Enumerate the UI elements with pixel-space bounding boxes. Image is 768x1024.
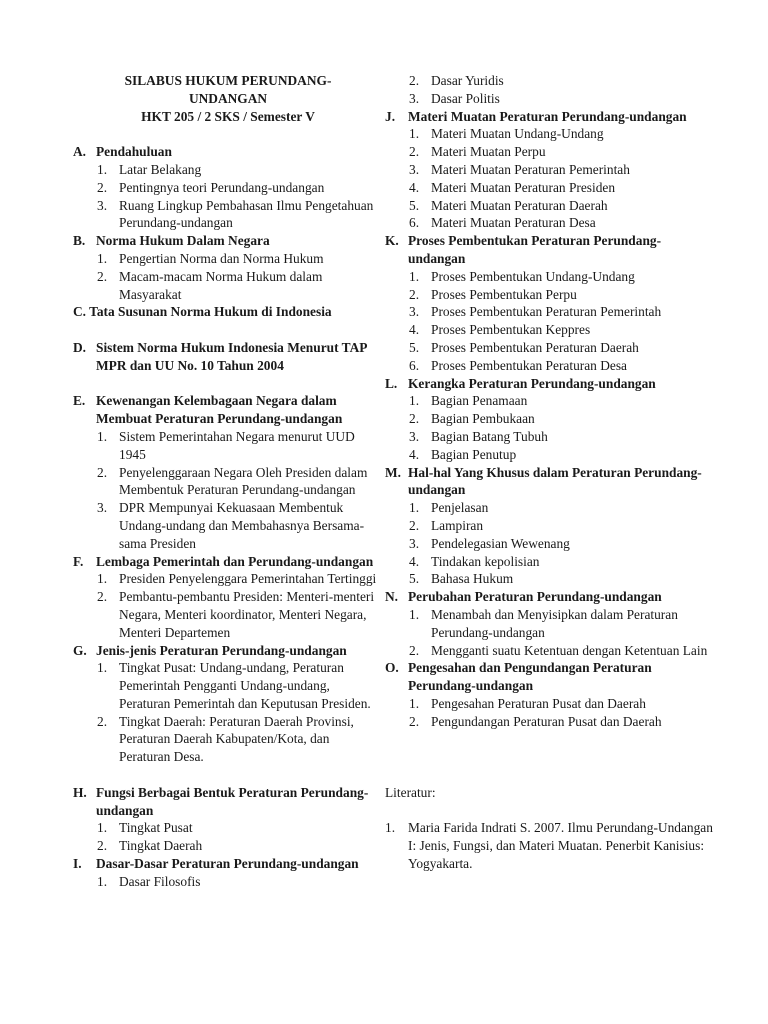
list-item: 6. Proses Pembentukan Peraturan Desa	[409, 357, 627, 373]
list-item: 6. Materi Muatan Peraturan Desa	[409, 215, 596, 231]
section-o-heading: O. Pengesahan dan Pengundangan Peraturan Perundang-undangan	[385, 660, 652, 694]
section-m-heading: M. Hal-hal Yang Khusus dalam Peraturan Perundang-undangan	[385, 464, 702, 498]
list-item: 3. Dasar Politis	[409, 90, 500, 106]
right-column	[385, 72, 715, 873]
title-line-2: UNDANGAN	[188, 90, 268, 106]
list-item: 3. Pendelegasian Wewenang	[409, 535, 570, 551]
section-l-heading: L. Kerangka Peraturan Perundang-undangan	[385, 375, 656, 391]
list-item: 5. Proses Pembentukan Peraturan Daerah	[409, 339, 639, 355]
list-item: 2. Macam-macam Norma Hukum dalam Masyarakat	[97, 268, 323, 302]
list-item: 3. Ruang Lingkup Pembahasan Ilmu Pengetahuan Perundang-undangan	[97, 197, 374, 231]
section-d-heading: D. Sistem Norma Hukum Indonesia Menurut TAP MPR dan UU No. 10 Tahun 2004	[73, 339, 367, 373]
section-h-heading: H. Fungsi Berbagai Bentuk Peraturan Perundang-undangan	[73, 784, 369, 818]
section-i-heading: I. Dasar-Dasar Peraturan Perundang-undangan	[73, 856, 359, 872]
section-e-heading: E. Kewenangan Kelembagaan Negara dalam Membuat Peraturan Perundang-undangan	[73, 393, 343, 427]
list-item: 2. Pembantu-pembantu Presiden: Menteri-menteri Negara, Menteri koordinator, Menteri Negara, Menteri Departemen	[97, 589, 375, 640]
list-item: 2. Materi Muatan Perpu	[409, 144, 546, 160]
list-item: 5. Bahasa Hukum	[409, 571, 514, 587]
section-k-heading: K. Proses Pembentukan Peraturan Perundang-undangan	[385, 233, 662, 266]
list-item: 4. Tindakan kepolisian	[409, 553, 540, 569]
list-item: 1. Proses Pembentukan Undang-Undang	[409, 268, 635, 284]
section-j-heading: J. Materi Muatan Peraturan Perundang-undangan	[385, 108, 687, 124]
section-g-heading: G. Jenis-jenis Peraturan Perundang-undangan	[73, 642, 347, 658]
list-item: 2. Penyelenggaraan Negara Oleh Presiden dalam Membentuk Peraturan Perundang-undangan	[97, 464, 368, 498]
list-item: 2. Proses Pembentukan Perpu	[409, 286, 577, 302]
list-item: 4. Materi Muatan Peraturan Presiden	[409, 179, 616, 195]
course-code: HKT 205 / 2 SKS / Semester V	[141, 108, 315, 124]
list-item: 2. Dasar Yuridis	[409, 73, 504, 88]
section-b-heading: B. Norma Hukum Dalam Negara	[73, 233, 270, 249]
list-item: 1. Tingkat Pusat	[97, 820, 193, 836]
document-title	[73, 72, 383, 125]
list-item: 1. Materi Muatan Undang-Undang	[409, 126, 604, 142]
list-item: 1. Tingkat Pusat: Undang-undang, Peraturan Pemerintah Pengganti Undang-undang, Peraturan Pemerintah dan Keputusan Presiden.	[97, 660, 371, 711]
section-f-heading: F. Lembaga Pemerintah dan Perundang-undangan	[73, 553, 374, 569]
list-item: 1. Pengesahan Peraturan Pusat dan Daerah	[409, 695, 646, 711]
list-item: 1. Sistem Pemerintahan Negara menurut UUD 1945	[97, 428, 355, 462]
list-item: 2. Tingkat Daerah	[97, 838, 203, 854]
list-item: 2. Bagian Pembukaan	[409, 411, 535, 427]
list-item: 1. Presiden Penyelenggara Pemerintahan Tertinggi	[97, 571, 377, 587]
list-item: 3. Materi Muatan Peraturan Pemerintah	[409, 161, 630, 177]
list-item: 3. Bagian Batang Tubuh	[409, 428, 548, 444]
list-item: 4. Proses Pembentukan Keppres	[409, 322, 591, 338]
list-item: 2. Pentingnya teori Perundang-undangan	[97, 179, 325, 195]
list-item: 1. Dasar Filosofis	[97, 873, 201, 889]
list-item: 3. DPR Mempunyai Kekuasaan Membentuk Undang-undang dan Membahasnya Bersama-sama Presiden	[97, 500, 365, 551]
list-item: 3. Proses Pembentukan Peraturan Pemerintah	[409, 304, 662, 320]
list-item: 1. Bagian Penamaan	[409, 393, 528, 409]
list-item: 1. Latar Belakang	[97, 161, 202, 177]
literature-label: Literatur:	[385, 784, 436, 800]
list-item: 2. Mengganti suatu Ketentuan dengan Ketentuan Lain	[409, 642, 708, 658]
left-column	[73, 72, 383, 891]
list-item: 4. Bagian Penutup	[409, 446, 517, 462]
list-item: 2. Pengundangan Peraturan Pusat dan Daerah	[409, 713, 662, 729]
list-item: 2. Tingkat Daerah: Peraturan Daerah Provinsi, Peraturan Daerah Kabupaten/Kota, dan Peraturan Desa.	[97, 713, 354, 765]
list-item: 1. Pengertian Norma dan Norma Hukum	[97, 250, 324, 266]
title-line-1: SILABUS HUKUM PERUNDANG-	[124, 73, 332, 88]
section-c-heading: C. Tata Susunan Norma Hukum di Indonesia	[73, 304, 332, 320]
list-item: 1. Penjelasan	[409, 500, 489, 516]
list-item: 1. Menambah dan Menyisipkan dalam Peraturan Perundang-undangan	[409, 606, 678, 640]
list-item: 2. Lampiran	[409, 517, 484, 533]
literature-item: 1. Maria Farida Indrati S. 2007. Ilmu Perundang-Undangan I: Jenis, Fungsi, dan Materi Muatan. Penerbit Kanisius: Yogyakarta.	[385, 820, 713, 872]
section-a-heading: A. Pendahuluan	[73, 144, 172, 160]
section-n-heading: N. Perubahan Peraturan Perundang-undangan	[385, 589, 662, 605]
list-item: 5. Materi Muatan Peraturan Daerah	[409, 197, 608, 213]
